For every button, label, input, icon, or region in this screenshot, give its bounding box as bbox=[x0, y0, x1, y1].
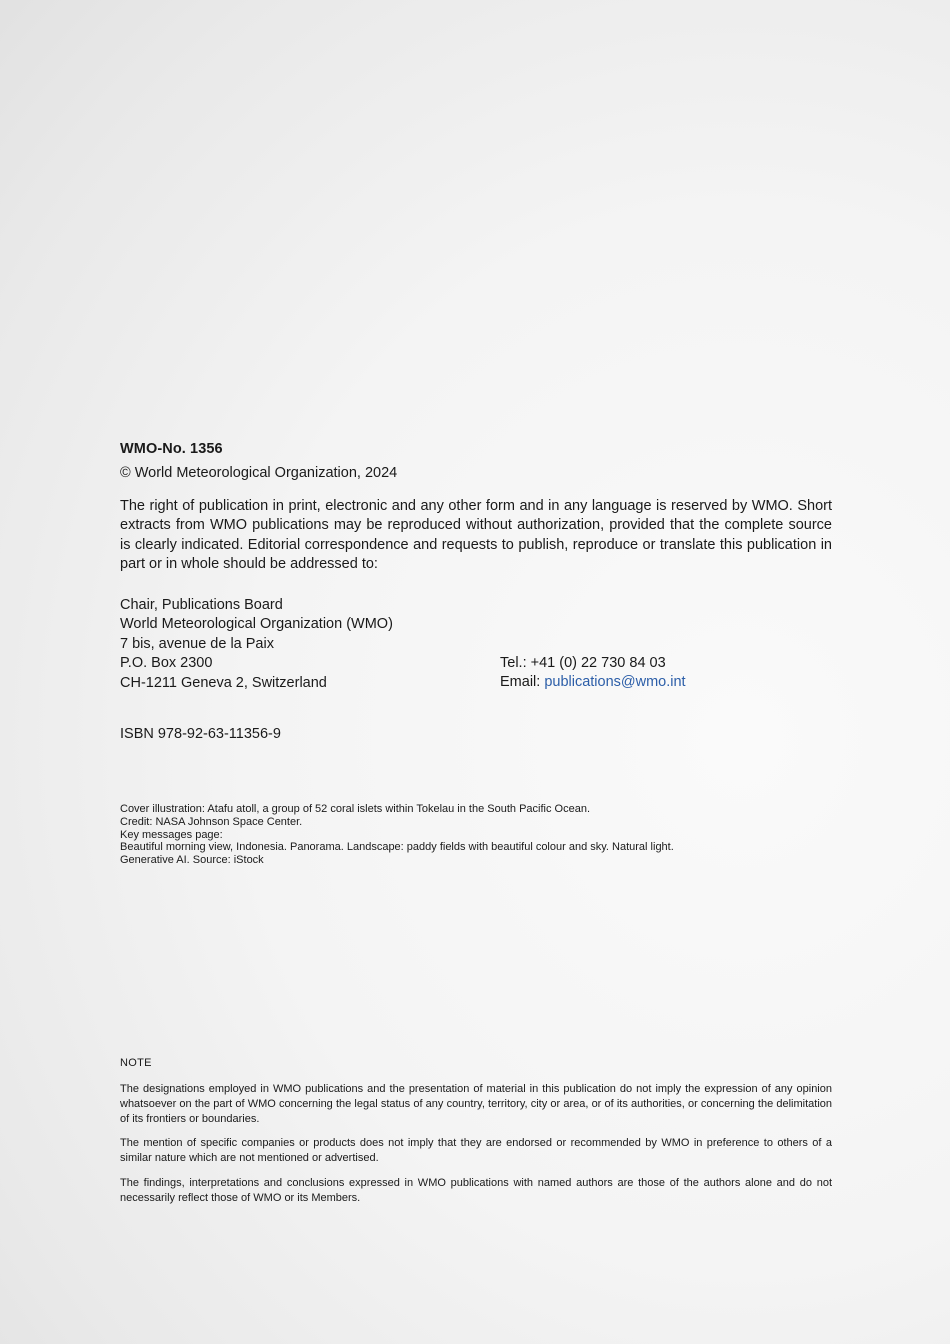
credit-line: Generative AI. Source: iStock bbox=[120, 854, 264, 867]
address-line: World Meteorological Organization (WMO) bbox=[120, 616, 393, 633]
credit-line: Credit: NASA Johnson Space Center. bbox=[120, 815, 303, 828]
email-link[interactable]: publications@wmo.int bbox=[544, 674, 686, 691]
credit-line: Cover illustration: Atafu atoll, a group of 52 coral islets within Tokelau in the South Pacific Ocean. bbox=[120, 803, 590, 815]
email-label: Email: bbox=[500, 674, 545, 691]
note-heading: NOTE bbox=[120, 1057, 152, 1069]
credit-line: Key messages page: bbox=[120, 828, 223, 841]
postal-address bbox=[120, 596, 393, 693]
rights-statement: The right of publication in print, electronic and any other form and in any language is reserved by WMO. Short extracts from WMO publications may be reproduced without authorization, provided that the complete source is clearly indicated. Editorial correspondence and requests to publish, reproduce or translate this publication in part or in whole should be addressed to: bbox=[120, 498, 832, 573]
address-line: CH-1211 Geneva 2, Switzerland bbox=[120, 674, 327, 691]
note-paragraph: The findings, interpretations and conclusions expressed in WMO publications with named authors are those of the authors alone and do not necessarily reflect those of WMO or its Members. bbox=[120, 1177, 832, 1204]
note-paragraph: The mention of specific companies or products does not imply that they are endorsed or recommended by WMO in preference to others of a similar nature which are not mentioned or advertised. bbox=[120, 1137, 832, 1164]
copyright-notice: © World Meteorological Organization, 2024 bbox=[120, 465, 398, 481]
note-paragraph: The designations employed in WMO publications and the presentation of material in this publication do not imply the expression of any opinion whatsoever on the part of WMO concerning the legal status of any country, territory, city or area, or of its authorities, or concerning the delimitation of its frontiers or boundaries. bbox=[120, 1083, 832, 1125]
address-line: P.O. Box 2300 bbox=[120, 655, 213, 672]
publication-number: WMO-No. 1356 bbox=[120, 441, 223, 457]
image-credits bbox=[120, 803, 674, 867]
address-line: 7 bis, avenue de la Paix bbox=[120, 635, 274, 652]
imprint-page bbox=[120, 0, 832, 1344]
telephone: Tel.: +41 (0) 22 730 84 03 bbox=[500, 655, 666, 671]
contact-block bbox=[500, 654, 686, 693]
credit-line: Beautiful morning view, Indonesia. Panorama. Landscape: paddy fields with beautiful colour and sky. Natural light. bbox=[120, 841, 674, 854]
email-row bbox=[500, 673, 686, 692]
address-line: Chair, Publications Board bbox=[120, 597, 283, 613]
isbn: ISBN 978-92-63-11356-9 bbox=[120, 726, 281, 742]
